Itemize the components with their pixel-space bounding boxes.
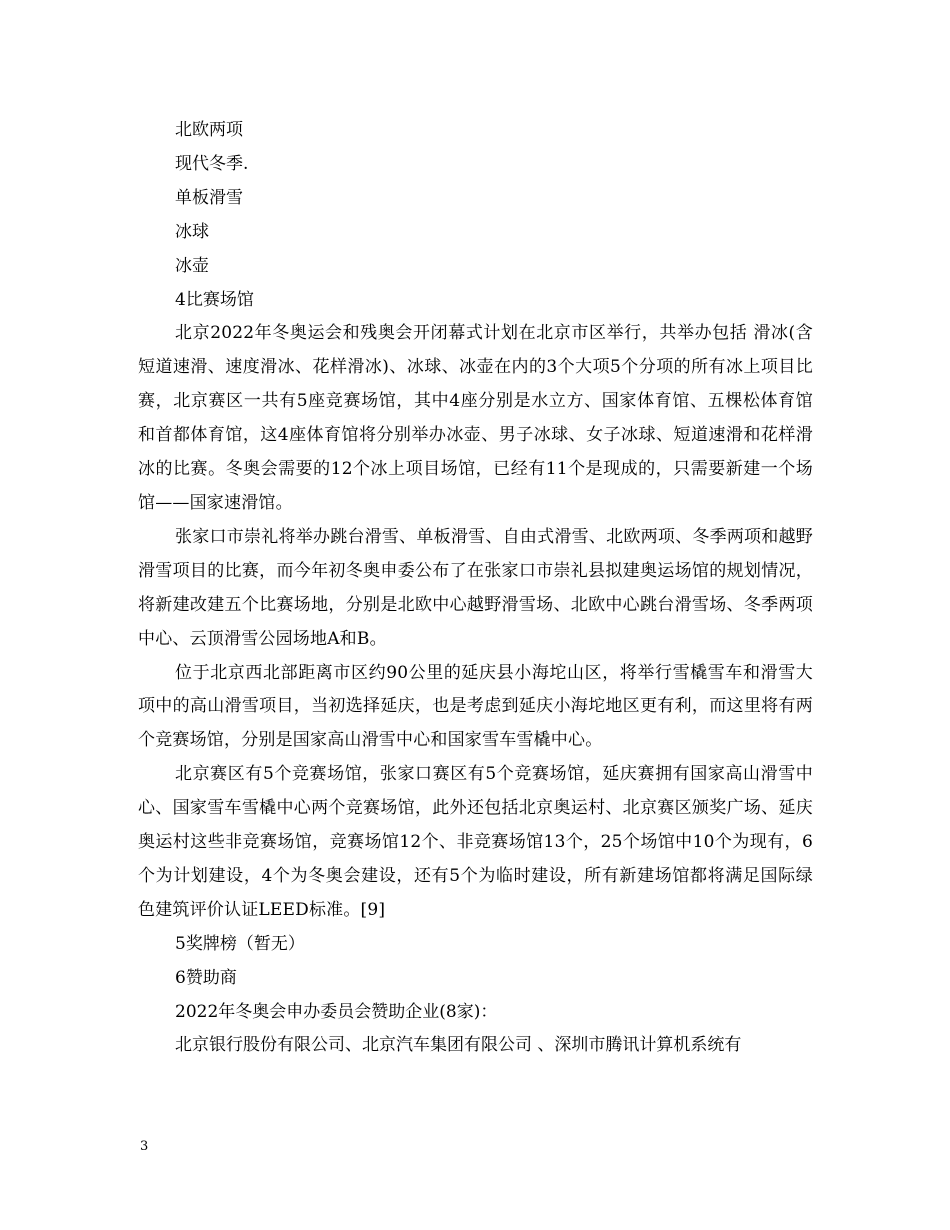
sponsors-intro: 2022年冬奥会申办委员会赞助企业(8家)：	[175, 1001, 498, 1022]
paragraph-venue-summary: 北京赛区有5个竞赛场馆，张家口赛区有5个竞赛场馆，延庆赛拥有国家高山滑雪中心、国家雪车雪橇中心两个竞赛场馆，此外还包括北京奥运村、北京赛区颁奖广场、延庆奥运村这些非竞赛场馆，竞赛场馆12个、非竞赛场馆13个，25个场馆中10个为现有，6个为计划建设，4个为冬奥会建设，还有5个为临时建设，所有新建场馆都将满足国际绿色建筑评价认证LEED标准。[9]	[138, 764, 813, 920]
list-item: 北欧两项	[175, 120, 243, 140]
list-item: 现代冬季.	[175, 153, 249, 174]
list-item: 冰壶	[175, 255, 209, 276]
section-heading-sponsors: 6赞助商	[175, 967, 237, 988]
list-item: 冰球	[175, 221, 209, 242]
list-item: 单板滑雪	[175, 187, 243, 208]
section-heading-venues: 4比赛场馆	[175, 289, 254, 310]
paragraph-zhangjiakou-venues: 张家口市崇礼将举办跳台滑雪、单板滑雪、自由式滑雪、北欧两项、冬季两项和越野滑雪项目的比赛，而今年初冬奥申委公布了在张家口市崇礼县拟建奥运场馆的规划情况，将新建改建五个比赛场地，分别是北欧中心越野滑雪场、北欧中心跳台滑雪场、冬季两项中心、云顶滑雪公园场地A和B。	[138, 526, 813, 649]
page-number: 3	[140, 1139, 149, 1154]
paragraph-beijing-venues: 北京2022年冬奥运会和残奥会开闭幕式计划在北京市区举行，共举办包括 滑冰(含短道速滑、速度滑冰、花样滑冰)、冰球、冰壶在内的3个大项5个分项的所有冰上项目比赛，北京赛区一共有5座竞赛场馆，其中4座分别是水立方、国家体育馆、五棵松体育馆和首都体育馆，这4座体育馆将分别举办冰壶、男子冰球、女子冰球、短道速滑和花样滑冰的比赛。冬奥会需要的12个冰上项目场馆，已经有11个是现成的，只需要新建一个场馆——国家速滑馆。	[138, 323, 813, 513]
document-body	[138, 114, 813, 1063]
paragraph-yanqing-venues: 位于北京西北部距离市区约90公里的延庆县小海坨山区，将举行雪橇雪车和滑雪大项中的高山滑雪项目，当初选择延庆，也是考虑到延庆小海坨地区更有利，而这里将有两个竞赛场馆，分别是国家高山滑雪中心和国家雪车雪橇中心。	[138, 662, 813, 751]
section-heading-medals: 5奖牌榜（暂无）	[175, 933, 305, 954]
sponsors-list: 北京银行股份有限公司、北京汽车集团有限公司 、深圳市腾讯计算机系统有	[175, 1035, 742, 1056]
